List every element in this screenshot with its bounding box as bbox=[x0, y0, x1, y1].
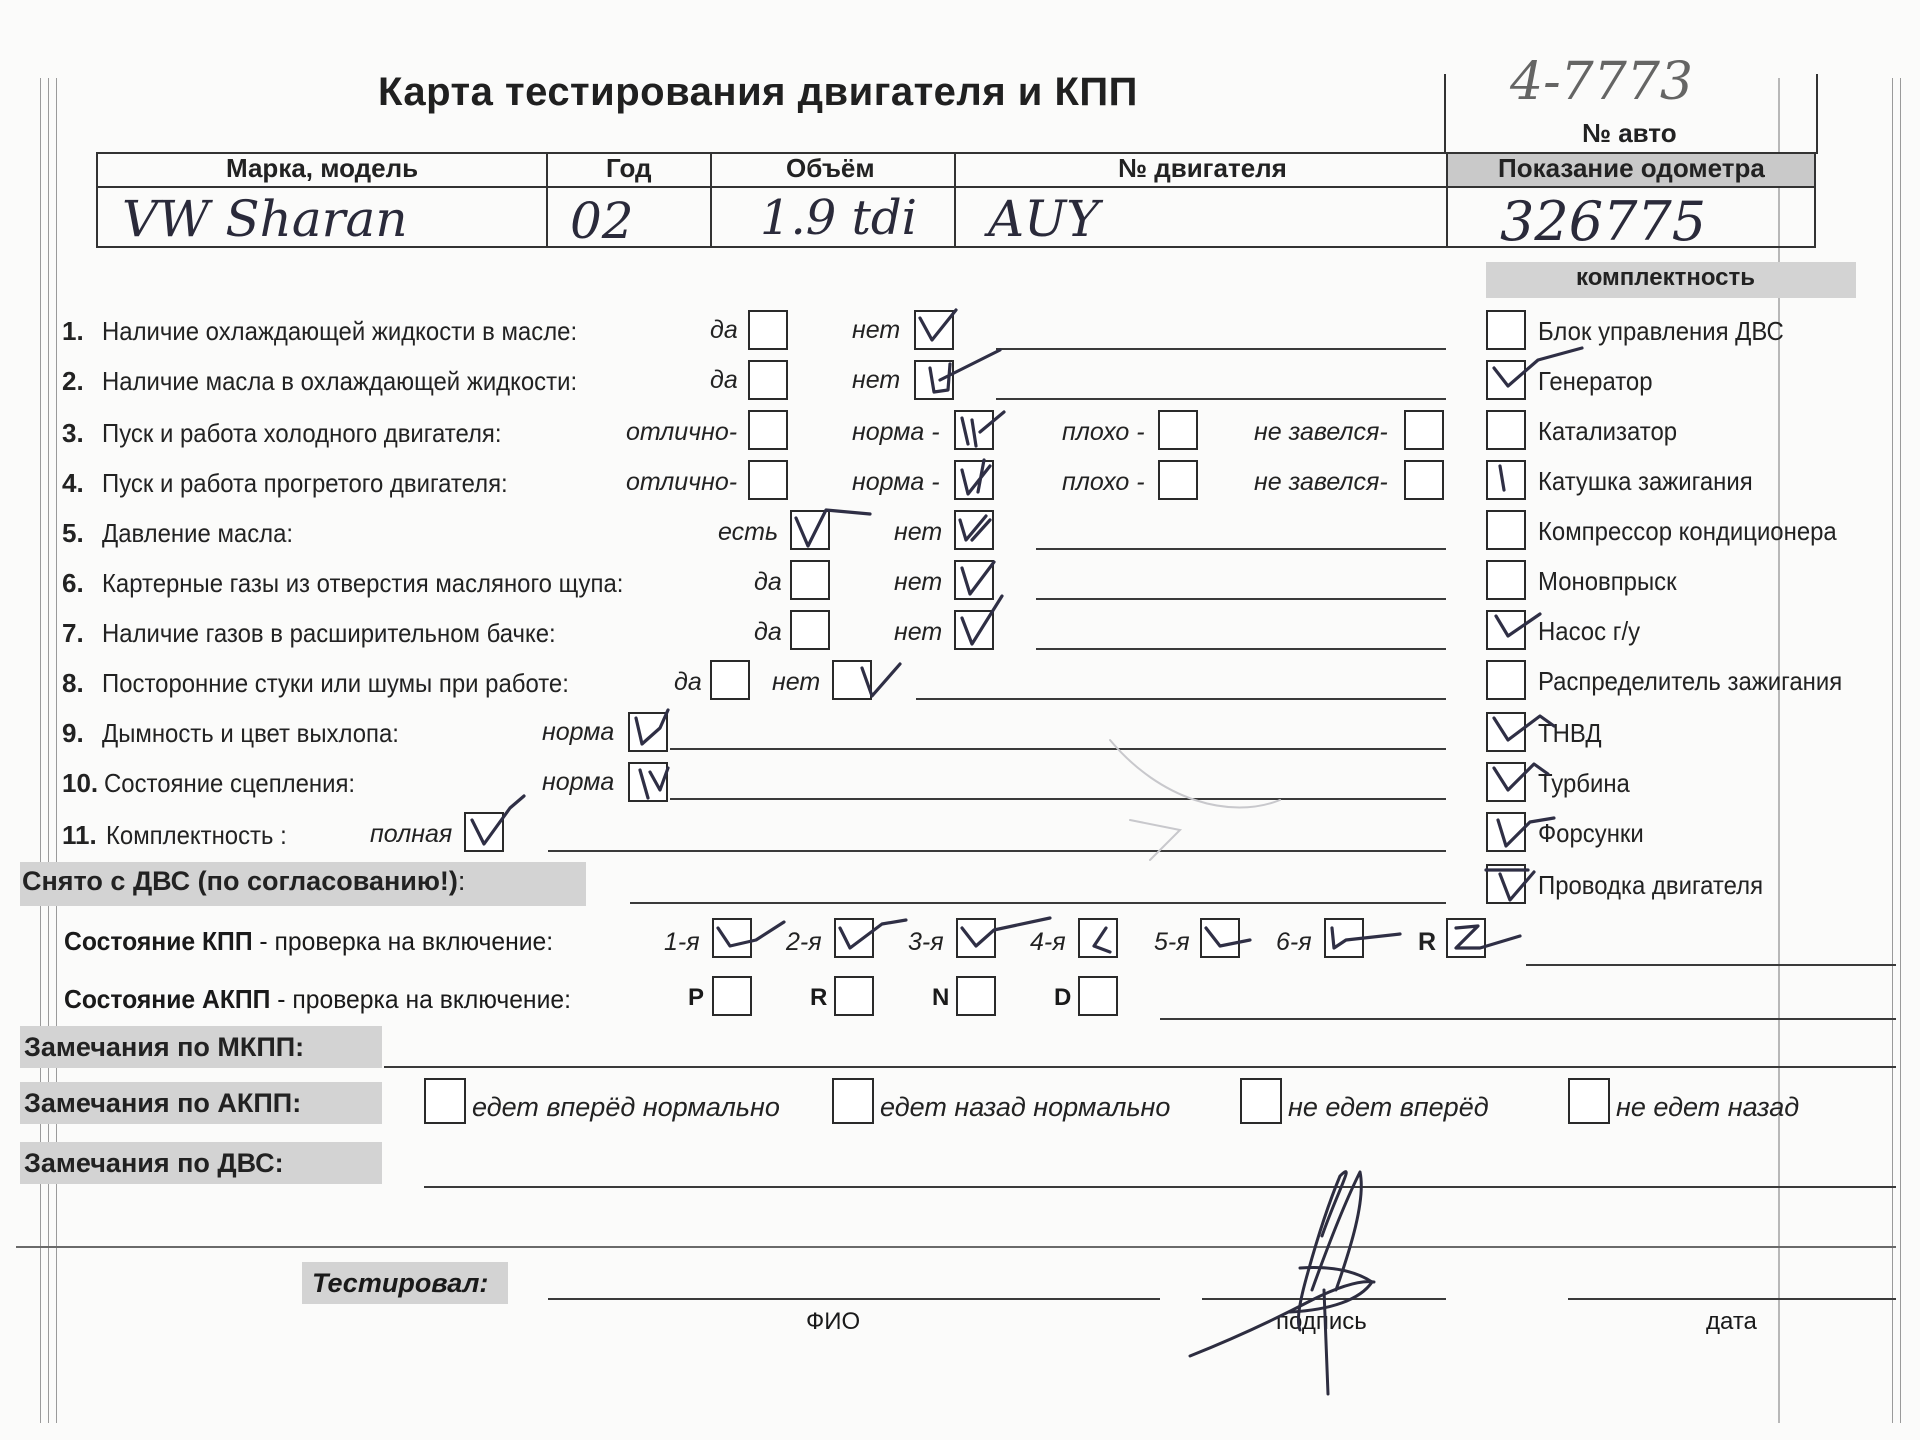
akpp-mode-label: P bbox=[688, 984, 705, 1011]
checkmark-icon bbox=[930, 350, 1000, 392]
col-odometer: Показание одометра bbox=[1498, 153, 1765, 183]
value-model: VW Sharan bbox=[122, 190, 408, 248]
checkmark-icon bbox=[640, 768, 668, 798]
option-label: нет bbox=[894, 568, 943, 596]
option-label: норма bbox=[542, 718, 615, 746]
completeness-label: Форсунки bbox=[1538, 818, 1644, 848]
checkmark-icon bbox=[796, 510, 870, 546]
completeness-label: Генератор bbox=[1538, 366, 1653, 396]
option-label: да bbox=[674, 668, 702, 696]
col-model: Марка, модель bbox=[226, 153, 419, 183]
option-label: да bbox=[710, 366, 738, 394]
row-label: Давление масла: bbox=[102, 518, 294, 548]
akpp-option-label: едет назад нормально bbox=[880, 1092, 1171, 1122]
checkmark-icon bbox=[962, 412, 1004, 446]
form-title: Карта тестирования двигателя и КПП bbox=[378, 70, 1138, 114]
col-engine-no: № двигателя bbox=[1118, 153, 1287, 183]
option-label: нет bbox=[772, 668, 821, 696]
option-label: нет bbox=[894, 518, 943, 546]
checkmark-icon bbox=[1094, 928, 1110, 952]
row-label: Наличие газов в расширительном бачке: bbox=[102, 618, 556, 648]
row-label: Состояние сцепления: bbox=[104, 768, 356, 798]
option-label: да bbox=[710, 316, 738, 344]
row-label: Пуск и работа прогретого двигателя: bbox=[102, 468, 508, 498]
option-label: нет bbox=[852, 366, 901, 394]
gear-label: 5-я bbox=[1154, 928, 1190, 956]
akpp-option-label: не едет назад bbox=[1616, 1092, 1800, 1122]
checkmark-icon bbox=[472, 796, 524, 844]
option-label: полная bbox=[370, 820, 453, 848]
signature-caption: подпись bbox=[1276, 1308, 1367, 1335]
option-label: отлично- bbox=[626, 468, 738, 496]
tested-label: Тестировал: bbox=[312, 1268, 489, 1298]
checkmark-icon bbox=[1500, 466, 1504, 490]
akpp-label: Состояние АКПП - проверка на включение: bbox=[64, 984, 571, 1014]
mkpp-remarks-label: Замечания по МКПП: bbox=[24, 1032, 305, 1062]
completeness-title: комплектность bbox=[1576, 264, 1756, 291]
row-number: 3. bbox=[62, 418, 84, 448]
car-number-label: № авто bbox=[1582, 118, 1677, 148]
checkmark-icon bbox=[840, 920, 906, 948]
row-label: Комплектность : bbox=[106, 820, 287, 850]
checkmark-icon bbox=[962, 562, 994, 594]
gear-label: 4-я bbox=[1030, 928, 1066, 956]
kpp-label: Состояние КПП - проверка на включение: bbox=[64, 926, 554, 956]
checkmark-icon bbox=[1332, 928, 1400, 948]
checkmark-icon bbox=[920, 310, 956, 340]
car-number-value: 4-7773 bbox=[1510, 52, 1693, 112]
checkmark-icon bbox=[1494, 764, 1548, 790]
row-label: Дымность и цвет выхлопа: bbox=[102, 718, 399, 748]
completeness-label: Катушка зажигания bbox=[1538, 466, 1753, 496]
completeness-label: Блок управления ДВС bbox=[1538, 316, 1784, 346]
gear-label: 6-я bbox=[1276, 928, 1312, 956]
removed-label: Снято с ДВС (по согласованию!): bbox=[22, 866, 466, 896]
value-odometer: 326775 bbox=[1500, 190, 1707, 253]
row-label: Посторонние стуки или шумы при работе: bbox=[102, 668, 569, 698]
checkmark-icon bbox=[960, 516, 990, 540]
row-number: 1. bbox=[62, 316, 84, 346]
completeness-label: Катализатор bbox=[1538, 416, 1678, 446]
checkmark-icon bbox=[962, 460, 990, 494]
row-number: 11. bbox=[62, 820, 97, 850]
date-caption: дата bbox=[1706, 1308, 1757, 1335]
row-number: 10. bbox=[62, 768, 99, 798]
row-label: Наличие масла в охлаждающей жидкости: bbox=[102, 366, 578, 396]
value-year: 02 bbox=[570, 192, 634, 250]
row-number: 9. bbox=[62, 718, 84, 748]
row-number: 5. bbox=[62, 518, 84, 548]
checkmark-icon bbox=[862, 664, 900, 696]
checkmark-icon bbox=[1456, 926, 1520, 948]
checkmark-icon bbox=[962, 918, 1050, 946]
checkmark-icon bbox=[1486, 870, 1534, 900]
option-label: не завелся- bbox=[1254, 468, 1388, 496]
row-number: 2. bbox=[62, 366, 84, 396]
completeness-label: Турбина bbox=[1538, 768, 1630, 798]
value-engine-no: AUY bbox=[988, 190, 1100, 248]
akpp-remarks-label: Замечания по АКПП: bbox=[24, 1088, 302, 1118]
akpp-option-label: едет вперёд нормально bbox=[472, 1092, 780, 1122]
option-label: есть bbox=[718, 518, 779, 546]
option-label: норма - bbox=[852, 418, 940, 446]
row-number: 4. bbox=[62, 468, 84, 498]
akpp-mode-label: N bbox=[932, 984, 950, 1011]
checkmark-icon bbox=[636, 710, 668, 744]
option-label: да bbox=[754, 568, 782, 596]
col-volume: Объём bbox=[786, 153, 875, 183]
option-label: плохо - bbox=[1062, 468, 1145, 496]
checkmark-icon bbox=[1496, 614, 1540, 636]
col-year: Год bbox=[606, 153, 652, 183]
row-number: 8. bbox=[62, 668, 84, 698]
row-number: 7. bbox=[62, 618, 84, 648]
value-volume: 1.9 tdi bbox=[760, 190, 917, 246]
option-label: нет bbox=[852, 316, 901, 344]
fio-caption: ФИО bbox=[806, 1308, 861, 1335]
row-label: Наличие охлаждающей жидкости в масле: bbox=[102, 316, 578, 346]
completeness-label: ТНВД bbox=[1538, 718, 1602, 748]
checkmark-icon bbox=[1494, 348, 1582, 386]
row-number: 6. bbox=[62, 568, 84, 598]
option-label: норма - bbox=[852, 468, 940, 496]
gear-label: 3-я bbox=[908, 928, 944, 956]
akpp-mode-label: D bbox=[1054, 984, 1072, 1011]
gear-label: 1-я bbox=[664, 928, 700, 956]
row-label: Пуск и работа холодного двигателя: bbox=[102, 418, 502, 448]
akpp-mode-label: R bbox=[810, 984, 828, 1011]
option-label: плохо - bbox=[1062, 418, 1145, 446]
row-label: Картерные газы из отверстия масляного щупа: bbox=[102, 568, 624, 598]
completeness-label: Насос г/у bbox=[1538, 616, 1641, 646]
option-label: отлично- bbox=[626, 418, 738, 446]
akpp-option-label: не едет вперёд bbox=[1288, 1092, 1489, 1122]
gear-label: 2-я bbox=[786, 928, 822, 956]
option-label: нет bbox=[894, 618, 943, 646]
checkmark-icon bbox=[1494, 716, 1554, 740]
completeness-label: Распределитель зажигания bbox=[1538, 666, 1843, 696]
gear-label: R bbox=[1418, 928, 1437, 956]
checkmark-icon bbox=[718, 922, 784, 946]
checkmark-icon bbox=[1498, 818, 1554, 846]
signature-scribble bbox=[1190, 1172, 1374, 1394]
completeness-label: Моновпрыск bbox=[1538, 566, 1677, 596]
option-label: норма bbox=[542, 768, 615, 796]
dvs-remarks-label: Замечания по ДВС: bbox=[24, 1148, 284, 1178]
checkmark-icon bbox=[1206, 928, 1250, 946]
completeness-label: Проводка двигателя bbox=[1538, 870, 1764, 900]
checkmark-icon bbox=[962, 596, 1002, 644]
option-label: не завелся- bbox=[1254, 418, 1388, 446]
option-label: да bbox=[754, 618, 782, 646]
completeness-label: Компрессор кондиционера bbox=[1538, 516, 1837, 546]
